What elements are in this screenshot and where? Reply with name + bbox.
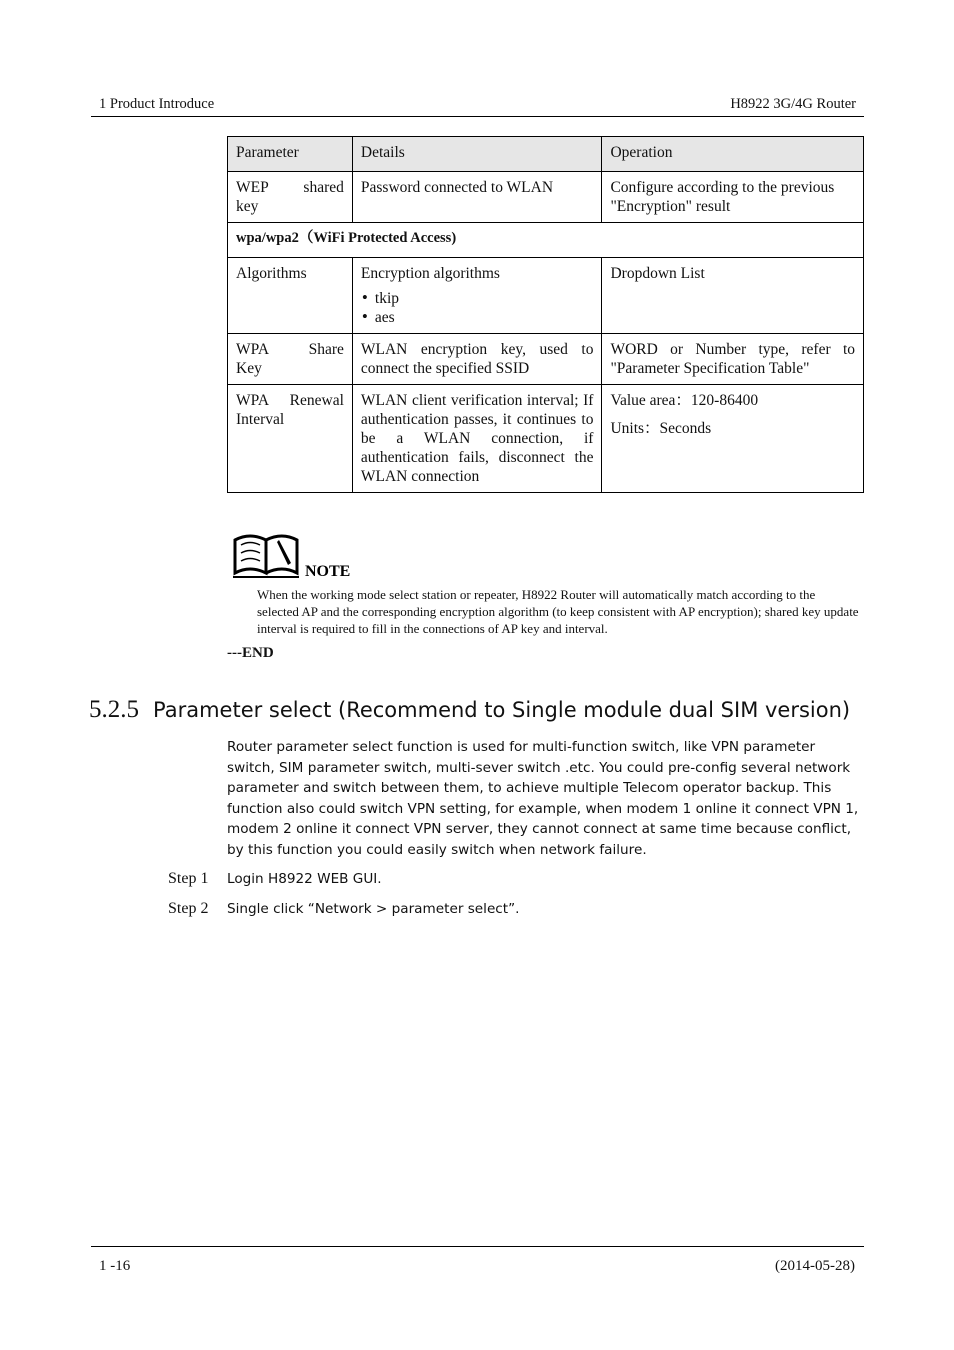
param-cell [228, 172, 353, 223]
list-item: • tkip [375, 289, 594, 308]
table-header-row [228, 137, 864, 172]
section-number: 5.2.5 [89, 696, 139, 723]
section-body: Router parameter select function is used for multi-function switch, like VPN parameter switch, SIM parameter switch, multi-sever switch .etc. You could pre-config several network parameter and switch between them, to achieve multiple Telecom operator backup. This function also could switch VPN setting, for example, when modem 1 online it connect VPN 1, modem 2 online it connect VPN server, they cannot connect at same time because conflict, by this function you could easily switch when network failure. [227, 739, 859, 858]
section-title: Parameter select (Recommend to Single module dual SIM version) [153, 698, 851, 722]
value-area-text: Value area：120-86400 [610, 392, 759, 409]
col-header-details: Details [352, 137, 602, 172]
step-label: Step 1 [168, 870, 209, 887]
list-item: • aes [375, 308, 594, 327]
details-cell [352, 258, 602, 334]
page-header [91, 96, 864, 117]
page-number: 1 -16 [99, 1258, 131, 1274]
page-footer [91, 1246, 864, 1274]
table-row [228, 334, 864, 385]
operation-cell: Dropdown List [602, 258, 864, 334]
col-header-operation: Operation [602, 137, 864, 172]
table-row [228, 258, 864, 334]
parameter-table [227, 136, 864, 493]
footer-date: (2014-05-28) [775, 1258, 855, 1274]
details-alg-text: Encryption algorithms [360, 265, 500, 282]
note-label: NOTE [305, 563, 351, 580]
param-cell: WPA Renewal Interval [228, 385, 353, 493]
units-text: Units：Seconds [610, 420, 712, 437]
step-label: Step 2 [168, 900, 209, 917]
header-chapter: 1 Product Introduce [99, 96, 215, 112]
wpa-section-title: wpa/wpa2（WiFi Protected Access) [228, 223, 864, 258]
table-row [228, 172, 864, 223]
header-product: H8922 3G/4G Router [730, 96, 856, 112]
param-wep-line1: WEP shared [236, 179, 344, 196]
end-marker: ---END [227, 645, 274, 661]
step-text: Login H8922 WEB GUI. [227, 871, 382, 887]
note-icon [233, 532, 359, 580]
param-key-line2: Key [236, 360, 262, 377]
param-cell: Algorithms [228, 258, 353, 334]
step-text: Single click “Network > parameter select”. [227, 901, 520, 917]
step-2 [168, 900, 519, 918]
param-cell [228, 334, 353, 385]
table-section-row [228, 223, 864, 258]
book-icon [233, 532, 359, 580]
details-cell: WLAN client verification interval; If authentication passes, it continues to be a WLAN connection, if authentication fails, disconnect the WLAN connection [352, 385, 602, 493]
operation-cell: Configure according to the previous "Encryption" result [602, 172, 864, 223]
param-wep-line2: key [236, 198, 259, 215]
step-1 [168, 870, 382, 888]
details-cell: WLAN encryption key, used to connect the specified SSID [352, 334, 602, 385]
operation-cell: WORD or Number type, refer to "Parameter Specification Table" [602, 334, 864, 385]
algorithm-options-list [361, 289, 594, 327]
details-cell: Password connected to WLAN [352, 172, 602, 223]
section-heading [89, 696, 850, 724]
col-header-parameter: Parameter [228, 137, 353, 172]
param-key-line1: WPA Share [236, 341, 344, 358]
table-row [228, 385, 864, 493]
operation-cell [602, 385, 864, 493]
note-text: When the working mode select station or repeater, H8922 Router will automatically match according to the selected AP and the corresponding encryption algorithm (to keep consistent with AP encryption); shared key update interval is required to fill in the connections of AP key and interval. [257, 587, 859, 636]
